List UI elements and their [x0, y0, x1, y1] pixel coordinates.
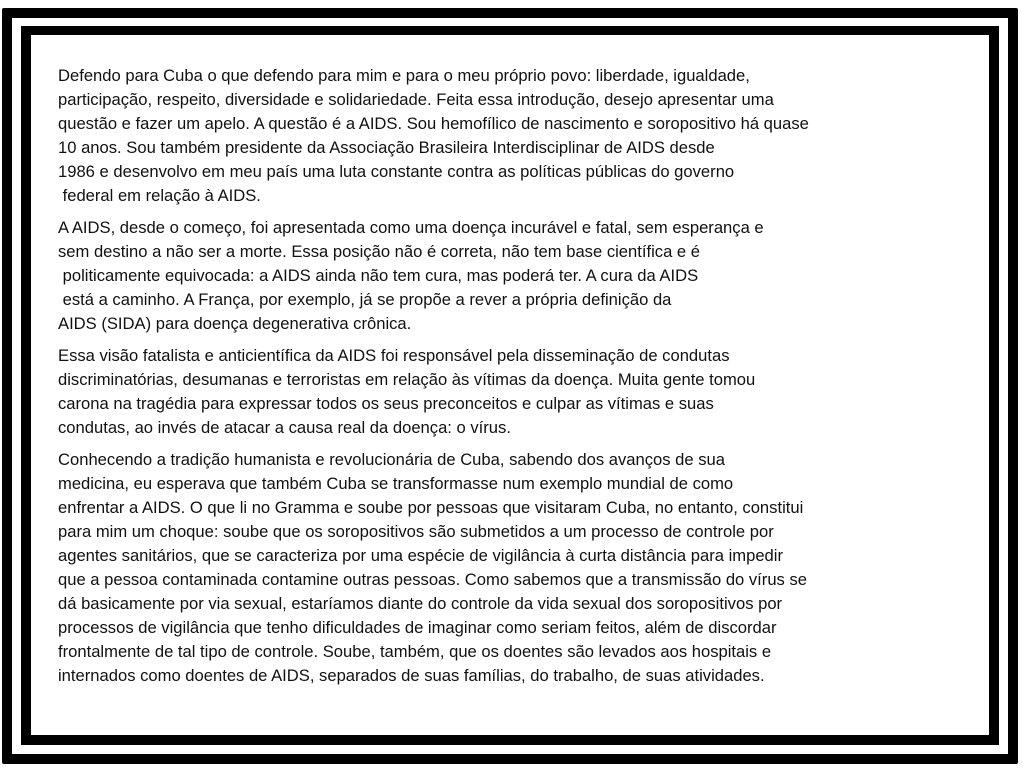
text-line: dá basicamente por via sexual, estaríamos diante do controle da vida sexual dos soropositivos por — [58, 594, 783, 613]
text-line: politicamente equivocada: a AIDS ainda não tem cura, mas poderá ter. A cura da AIDS — [58, 266, 699, 285]
text-line: para mim um choque: soube que os soropositivos são submetidos a um processo de controle por — [58, 522, 774, 541]
text-line: Essa visão fatalista e anticientífica da AIDS foi responsável pela disseminação de condutas — [58, 346, 730, 365]
text-line: que a pessoa contaminada contamine outras pessoas. Como sabemos que a transmissão do vírus se — [58, 570, 807, 589]
text-line: está a caminho. A França, por exemplo, já se propõe a rever a própria definição da — [58, 290, 672, 309]
text-line: 1986 e desenvolvo em meu país uma luta constante contra as políticas públicas do governo — [58, 162, 735, 181]
text-line: federal em relação à AIDS. — [58, 186, 261, 205]
paragraph-2 — [58, 216, 968, 336]
document-body — [58, 64, 968, 696]
text-line: 10 anos. Sou também presidente da Associação Brasileira Interdisciplinar de AIDS desde — [58, 138, 715, 157]
text-line: AIDS (SIDA) para doença degenerativa crônica. — [58, 314, 412, 333]
text-line: medicina, eu esperava que também Cuba se transformasse num exemplo mundial de como — [58, 474, 734, 493]
text-line: Defendo para Cuba o que defendo para mim e para o meu próprio povo: liberdade, igualdade, — [58, 66, 750, 85]
text-line: participação, respeito, diversidade e solidariedade. Feita essa introdução, desejo apresentar uma — [58, 90, 774, 109]
paragraph-3 — [58, 344, 968, 440]
text-line: internados como doentes de AIDS, separados de suas famílias, do trabalho, de suas atividades. — [58, 666, 765, 685]
text-line: enfrentar a AIDS. O que li no Gramma e soube por pessoas que visitaram Cuba, no entanto, constitui — [58, 498, 804, 517]
text-line: questão e fazer um apelo. A questão é a AIDS. Sou hemofílico de nascimento e soropositivo há quase — [58, 114, 809, 133]
text-line: A AIDS, desde o começo, foi apresentada como uma doença incurável e fatal, sem esperança e — [58, 218, 764, 237]
text-line: frontalmente de tal tipo de controle. Soube, também, que os doentes são levados aos hospitais e — [58, 642, 772, 661]
text-line: discriminatórias, desumanas e terroristas em relação às vítimas da doença. Muita gente tomou — [58, 370, 756, 389]
text-line: agentes sanitários, que se caracteriza por uma espécie de vigilância à curta distância para impedir — [58, 546, 783, 565]
text-line: Conhecendo a tradição humanista e revolucionária de Cuba, sabendo dos avanços de sua — [58, 450, 725, 469]
text-line: sem destino a não ser a morte. Essa posição não é correta, não tem base científica e é — [58, 242, 700, 261]
text-line: condutas, ao invés de atacar a causa real da doença: o vírus. — [58, 418, 511, 437]
paragraph-1 — [58, 64, 968, 208]
paragraph-4 — [58, 448, 968, 688]
text-line: carona na tragédia para expressar todos os seus preconceitos e culpar as vítimas e suas — [58, 394, 714, 413]
text-line: processos de vigilância que tenho dificuldades de imaginar como seriam feitos, além de discordar — [58, 618, 777, 637]
